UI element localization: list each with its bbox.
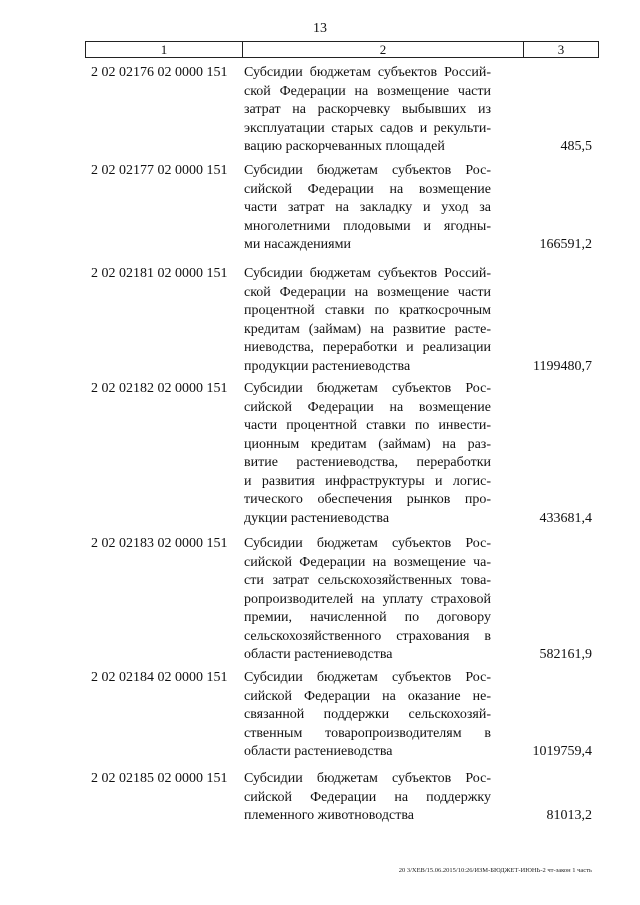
description-line: сийской Федерации на поддержку [244, 789, 491, 805]
description-line: витие растениеводства, переработки [244, 455, 491, 470]
description-line: Субсидии бюджетам субъектов Рос- [244, 163, 491, 178]
description-line: процентной ставки по краткосрочным [244, 303, 491, 318]
budget-amount: 81013,2 [546, 808, 592, 823]
description-line: ской Федерации на возмещение части [244, 83, 491, 99]
budget-code: 2 02 02176 02 0000 151 [91, 65, 228, 80]
description-line: ми насаждениями [244, 237, 351, 252]
budget-description [244, 162, 491, 255]
description-line: связанной поддержки сельскохозяй- [244, 707, 491, 722]
budget-code: 2 02 02185 02 0000 151 [91, 771, 228, 786]
description-line: племенного животноводства [244, 808, 414, 823]
description-line: многолетними плодовыми и ягодны- [244, 218, 491, 234]
budget-description [244, 535, 491, 665]
budget-description [244, 770, 491, 826]
description-line: Субсидии бюджетам субъектов Рос- [244, 536, 491, 551]
budget-amount: 582161,9 [539, 647, 592, 662]
description-line: затрат на раскорчевку выбывших из [244, 102, 491, 117]
description-line: сельскохозяйственного страхования в [244, 628, 491, 644]
budget-amount: 1199480,7 [533, 358, 592, 374]
description-line: тического обеспечения рынков про- [244, 492, 491, 507]
description-line: Субсидии бюджетам субъектов Рос- [244, 381, 491, 396]
column-header-2: 2 [243, 42, 524, 57]
description-line: части затрат на закладку и уход за [244, 200, 491, 215]
budget-description [244, 265, 491, 376]
budget-description [244, 669, 491, 762]
description-line: эксплуатации старых садов и рекульти- [244, 120, 491, 136]
document-footer: 20 3/ХЕВ/15.06.2015/10:26/ИЗМ-БЮДЖЕТ-ИЮНЬ-2 чт-закон 1 часть [398, 867, 592, 874]
description-line: Субсидии бюджетам субъектов Россий- [244, 65, 491, 80]
description-line: сийской Федерации на оказание не- [244, 688, 491, 704]
budget-code: 2 02 02181 02 0000 151 [91, 266, 228, 281]
budget-description [244, 380, 491, 528]
page-number: 13 [313, 21, 327, 36]
budget-amount: 166591,2 [539, 237, 592, 252]
budget-code: 2 02 02184 02 0000 151 [91, 670, 228, 685]
budget-description [244, 64, 491, 157]
description-line: дукции растениеводства [244, 510, 390, 526]
budget-amount: 485,5 [560, 139, 592, 154]
budget-amount: 433681,4 [539, 510, 592, 526]
description-line: продукции растениеводства [244, 358, 411, 374]
budget-amount: 1019759,4 [532, 744, 592, 759]
description-line: сийской Федерации на возмещение [244, 181, 491, 197]
budget-code: 2 02 02182 02 0000 151 [91, 381, 228, 396]
description-line: сийской Федерации на возмещение ча- [244, 554, 491, 570]
column-header-3: 3 [557, 41, 565, 57]
description-line: сти затрат сельскохозяйственных това- [244, 573, 491, 588]
description-line: Субсидии бюджетам субъектов Рос- [244, 771, 491, 786]
description-line: ской Федерации на возмещение части [244, 284, 491, 300]
description-line: Субсидии бюджетам субъектов Рос- [244, 670, 491, 685]
table-column-header [85, 41, 599, 58]
description-line: сийской Федерации на возмещение [244, 399, 491, 415]
budget-code: 2 02 02183 02 0000 151 [91, 536, 228, 551]
budget-code: 2 02 02177 02 0000 151 [91, 163, 228, 178]
description-line: и развития инфраструктуры и логис- [244, 473, 491, 489]
description-line: части процентной ставки по инвести- [244, 418, 491, 433]
description-line: области растениеводства [244, 744, 393, 759]
description-line: ниеводства, переработки и реализации [244, 340, 491, 355]
description-line: ционным кредитам (займам) на раз- [244, 436, 491, 452]
description-line: кредитам (займам) на развитие расте- [244, 321, 491, 337]
column-header-1: 1 [86, 42, 243, 57]
description-line: премии, начисленной по договору [244, 610, 491, 625]
description-line: ственным товаропроизводителям в [244, 725, 491, 741]
description-line: ропроизводителей на уплату страховой [244, 591, 491, 607]
description-line: вацию раскорчеванных площадей [244, 139, 445, 154]
description-line: области растениеводства [244, 647, 393, 662]
description-line: Субсидии бюджетам субъектов Россий- [244, 266, 491, 281]
